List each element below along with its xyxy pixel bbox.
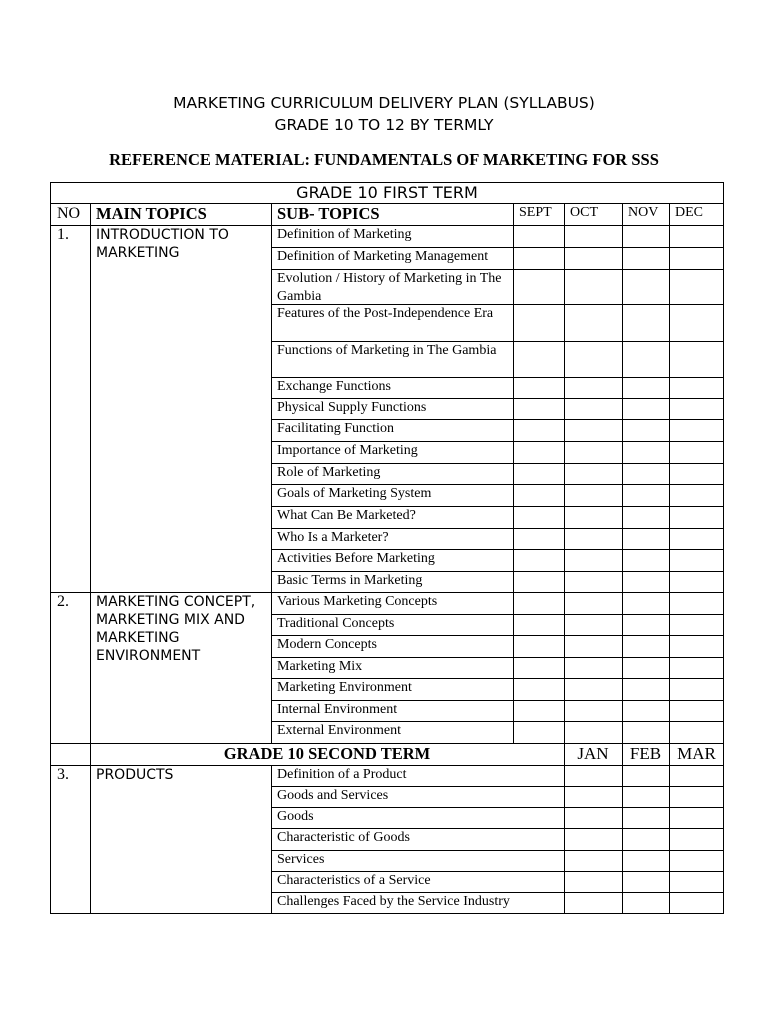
sub-topic: What Can Be Marketed? xyxy=(277,508,416,523)
sub-topic: Goods xyxy=(277,809,314,824)
grid-line xyxy=(622,203,623,743)
column-header-main-topics: MAIN TOPICS xyxy=(96,204,207,223)
document-subtitle: GRADE 10 TO 12 BY TERMLY xyxy=(274,116,494,134)
grid-line xyxy=(723,182,724,914)
sub-topic: Physical Supply Functions xyxy=(277,400,427,415)
sub-topic: Characteristics of a Service xyxy=(277,873,431,888)
month-header: DEC xyxy=(675,205,703,220)
main-topic: INTRODUCTION TO MARKETING xyxy=(96,227,229,261)
month-header: SEPT xyxy=(519,205,552,220)
topic-number: 3. xyxy=(57,766,69,783)
sub-topic: Definition of Marketing Management xyxy=(277,249,489,264)
sub-topic: Importance of Marketing xyxy=(277,443,418,458)
month-header: JAN xyxy=(577,744,609,763)
sub-topic: Challenges Faced by the Service Industry xyxy=(277,894,510,909)
sub-topic: Various Marketing Concepts xyxy=(277,594,438,609)
column-header-no: NO xyxy=(57,205,81,222)
sub-topic: Role of Marketing xyxy=(277,465,381,480)
delivery-plan-table xyxy=(50,182,724,914)
reference-separator: : xyxy=(304,150,311,169)
grid-line xyxy=(622,765,623,914)
sub-topic: Definition of Marketing xyxy=(277,227,412,242)
main-topic: MARKETING CONCEPT, MARKETING MIX AND MARKETING ENVIRONMENT xyxy=(96,594,256,664)
sub-topic: Goods and Services xyxy=(277,788,389,803)
grid-line xyxy=(564,203,565,743)
sub-topic: Modern Concepts xyxy=(277,637,377,652)
main-topic: PRODUCTS xyxy=(96,767,174,783)
term-title: GRADE 10 FIRST TERM xyxy=(296,183,478,202)
reference-material xyxy=(0,149,768,171)
grid-line xyxy=(564,765,565,914)
sub-topic: Activities Before Marketing xyxy=(277,551,435,566)
sub-topic: Who Is a Marketer? xyxy=(277,530,389,545)
sub-topic: Functions of Marketing in The Gambia xyxy=(277,343,497,358)
grid-line xyxy=(669,203,670,743)
sub-topic: Definition of a Product xyxy=(277,767,407,782)
month-header: NOV xyxy=(628,205,659,220)
sub-topic: Features of the Post-Independence Era xyxy=(277,306,494,321)
column-header-sub-topics: SUB- TOPICS xyxy=(277,204,380,223)
sub-topic: Basic Terms in Marketing xyxy=(277,573,423,588)
sub-topic: Characteristic of Goods xyxy=(277,830,410,845)
document-title: MARKETING CURRICULUM DELIVERY PLAN (SYLLABUS) xyxy=(173,94,595,112)
grid-line xyxy=(513,203,514,743)
reference-value: FUNDAMENTALS OF MARKETING FOR SSS xyxy=(314,150,659,169)
sub-topic: Goals of Marketing System xyxy=(277,486,432,501)
topic-number: 2. xyxy=(57,593,69,610)
topic-number: 1. xyxy=(57,226,69,243)
reference-label: REFERENCE MATERIAL xyxy=(109,150,305,169)
term-title: GRADE 10 SECOND TERM xyxy=(223,744,431,763)
sub-topic: Marketing Environment xyxy=(277,680,412,695)
sub-topic: Traditional Concepts xyxy=(277,616,395,631)
month-header: OCT xyxy=(570,205,598,220)
sub-topic: Exchange Functions xyxy=(277,379,391,394)
sub-topic: Facilitating Function xyxy=(277,421,395,436)
sub-topic: Internal Environment xyxy=(277,702,398,717)
grid-line xyxy=(669,765,670,914)
sub-topic: Services xyxy=(277,852,325,867)
sub-topic: External Environment xyxy=(277,723,402,738)
month-header: MAR xyxy=(677,744,716,763)
month-header: FEB xyxy=(629,744,662,763)
sub-topic: Marketing Mix xyxy=(277,659,363,674)
sub-topic: Evolution / History of Marketing in The Gambia xyxy=(277,271,502,304)
